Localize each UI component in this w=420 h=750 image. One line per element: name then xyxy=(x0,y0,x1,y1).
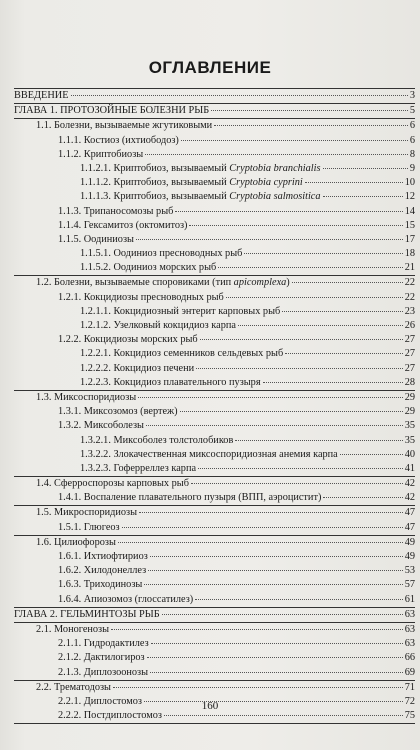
toc-entry-title: ГЛАВА 1. ПРОТОЗОЙНЫЕ БОЛЕЗНИ РЫБ xyxy=(14,105,210,117)
dot-leader xyxy=(323,196,403,197)
toc-entry xyxy=(14,190,415,204)
dot-leader xyxy=(71,95,408,96)
toc-entry-title: 1.1.1. Костиоз (ихтиободоз) xyxy=(58,134,179,146)
toc-entry-page: 27 xyxy=(404,362,415,374)
toc-entry xyxy=(14,219,415,233)
dot-leader xyxy=(191,483,403,484)
toc-entry xyxy=(14,233,415,247)
toc-entry-title: 2.1.3. Диплозоонозы xyxy=(58,666,149,678)
dot-leader xyxy=(218,267,402,268)
toc-entry-title: 1.2.2.1. Кокцидиоз семенников сельдевых рыб xyxy=(80,348,284,360)
toc-entry xyxy=(14,376,415,390)
toc-entry-title: 2.1.1. Гидродактилез xyxy=(58,638,149,650)
toc-entry xyxy=(14,578,415,592)
dot-leader xyxy=(180,411,403,412)
dot-leader xyxy=(305,182,403,183)
toc-entry xyxy=(14,505,415,520)
toc-entry-title: ВВЕДЕНИЕ xyxy=(14,90,69,101)
toc-entry-title: 1.2.2.3. Кокцидиоз плавательного пузыря xyxy=(80,376,261,388)
toc-entry-title: 1.6.3. Триходинозы xyxy=(58,579,143,591)
toc-entry-title: 1.1.1.2. Криптобиоз, вызываемый Cryptobia cyprini xyxy=(80,177,303,189)
dot-leader xyxy=(323,168,408,169)
dot-leader xyxy=(195,599,403,600)
toc-entry xyxy=(14,419,415,433)
dot-leader xyxy=(196,368,403,369)
toc-entry-title: 1.1.5.1. Оодиниоз пресноводных рыб xyxy=(80,248,243,260)
toc-entry-title: 1.2.2. Кокцидиозы морских рыб xyxy=(58,334,198,346)
toc-entry xyxy=(14,564,415,578)
dot-leader xyxy=(151,643,403,644)
toc-entry-title: 1.3. Миксоспоридиозы xyxy=(36,391,137,403)
toc-entry-title: 1.6.4. Апиозомоз (глоссатилез) xyxy=(58,593,194,605)
dot-leader xyxy=(145,154,408,155)
toc-entry xyxy=(14,390,415,405)
toc-entry-page: 10 xyxy=(404,177,415,189)
toc-entry-page: 40 xyxy=(404,448,415,460)
toc-entry-title: 1.1.2. Криптобиозы xyxy=(58,148,144,160)
toc-entry-title: 2.1. Моногенозы xyxy=(36,623,110,635)
toc-entry-title: 2.2. Трематодозы xyxy=(36,681,111,693)
toc-entry xyxy=(14,362,415,376)
toc-entry-title: 1.1.4. Гексамитоз (октомитоз) xyxy=(58,219,188,231)
toc-entry-page: 42 xyxy=(404,478,415,490)
dot-leader xyxy=(226,297,403,298)
dot-leader xyxy=(323,497,402,498)
toc-entry-page: 72 xyxy=(404,695,415,707)
toc-entry xyxy=(14,347,415,361)
toc-entry xyxy=(14,521,415,535)
toc-entry-page: 57 xyxy=(404,579,415,591)
table-of-contents xyxy=(14,89,415,724)
dot-leader xyxy=(111,629,403,630)
toc-entry-page: 17 xyxy=(404,233,415,245)
toc-entry-title: 1.2. Болезни, вызываемые споровиками (тип apicomplexa) xyxy=(36,277,290,289)
toc-entry-page: 75 xyxy=(404,710,415,722)
toc-entry-page: 29 xyxy=(404,406,415,418)
dot-leader xyxy=(181,140,408,141)
toc-entry-page: 71 xyxy=(404,681,415,693)
toc-entry-page: 63 xyxy=(404,638,415,650)
toc-entry-page: 5 xyxy=(409,105,415,117)
toc-entry-title: 1.5.1. Глюгеоз xyxy=(58,521,120,533)
toc-entry-title: ГЛАВА 2. ГЕЛЬМИНТОЗЫ РЫБ xyxy=(14,608,160,620)
toc-entry xyxy=(14,651,415,665)
dot-leader xyxy=(146,425,403,426)
dot-leader xyxy=(292,282,403,283)
dot-leader xyxy=(144,584,402,585)
dot-leader xyxy=(263,382,403,383)
dot-leader xyxy=(118,542,403,543)
dot-leader xyxy=(148,570,403,571)
toc-entry-page: 15 xyxy=(404,219,415,231)
toc-entry xyxy=(14,275,415,290)
toc-entry-title: 1.1.5. Оодиниозы xyxy=(58,233,134,245)
toc-entry-page: 23 xyxy=(404,305,415,317)
toc-entry-page: 27 xyxy=(404,334,415,346)
dot-leader xyxy=(211,110,408,111)
dot-leader xyxy=(113,687,403,688)
toc-entry xyxy=(14,319,415,333)
toc-entry-page: 14 xyxy=(404,205,415,217)
toc-entry xyxy=(14,162,415,176)
toc-entry xyxy=(14,550,415,564)
dot-leader xyxy=(238,325,403,326)
toc-entry-title: 2.2.1. Диплостомоз xyxy=(58,695,142,707)
toc-entry-title: 1.6. Цилиофорозы xyxy=(36,536,116,548)
toc-entry-page: 66 xyxy=(404,652,415,664)
dot-leader xyxy=(244,253,402,254)
toc-entry-title: 1.1.3. Трипаносомозы рыб xyxy=(58,205,174,217)
dot-leader xyxy=(200,339,403,340)
toc-entry-title: 1.4.1. Воспаление плавательного пузыря (ВПП, аэроцистит) xyxy=(58,492,322,504)
dot-leader xyxy=(164,715,403,716)
toc-entry xyxy=(14,103,415,118)
toc-entry-page: 63 xyxy=(404,608,415,620)
toc-entry-page: 18 xyxy=(404,248,415,260)
toc-entry xyxy=(14,448,415,462)
toc-entry xyxy=(14,680,415,695)
dot-leader xyxy=(150,556,403,557)
toc-entry xyxy=(14,134,415,148)
toc-entry xyxy=(14,261,415,275)
toc-entry-title: 1.2.1. Кокцидиозы пресноводных рыб xyxy=(58,291,224,303)
toc-entry-page: 3 xyxy=(409,90,415,101)
toc-entry-page: 35 xyxy=(404,420,415,432)
toc-entry xyxy=(14,622,415,637)
toc-entry xyxy=(14,535,415,550)
dot-leader xyxy=(340,454,403,455)
toc-entry-title: 1.1. Болезни, вызываемые жгутиковыми xyxy=(36,120,213,132)
dot-leader xyxy=(139,512,403,513)
toc-entry-page: 22 xyxy=(404,277,415,289)
toc-entry-page: 26 xyxy=(404,320,415,331)
toc-entry-title: 2.1.2. Дактилогироз xyxy=(58,652,145,664)
toc-entry-title: 1.1.2.1. Криптобиоз, вызываемый Cryptobia branchialis xyxy=(80,162,321,174)
toc-entry xyxy=(14,637,415,651)
toc-entry-page: 12 xyxy=(404,191,415,203)
toc-entry xyxy=(14,434,415,448)
toc-entry-page: 22 xyxy=(404,291,415,303)
toc-entry xyxy=(14,148,415,162)
toc-entry-title: 1.2.1.1. Кокцидиозный энтерит карповых рыб xyxy=(80,305,281,317)
dot-leader xyxy=(198,468,403,469)
dot-leader xyxy=(282,311,402,312)
toc-entry xyxy=(14,666,415,680)
toc-entry-page: 47 xyxy=(404,507,415,519)
toc-entry-title: 1.3.2. Миксоболезы xyxy=(58,420,144,432)
toc-entry-page: 8 xyxy=(409,148,415,160)
toc-entry xyxy=(14,462,415,476)
dot-leader xyxy=(235,440,402,441)
toc-entry-title: 1.4. Сферроспорозы карповых рыб xyxy=(36,478,189,490)
toc-entry-title: 1.2.2.2. Кокцидиоз печени xyxy=(80,362,195,374)
toc-entry-title: 1.1.5.2. Оодиниоз морских рыб xyxy=(80,262,217,274)
toc-entry-page: 6 xyxy=(409,134,415,146)
toc-entry xyxy=(14,593,415,607)
toc-entry-page: 69 xyxy=(404,666,415,678)
toc-entry-title: 1.3.1. Миксозомоз (вертеж) xyxy=(58,406,178,418)
toc-entry xyxy=(14,607,415,622)
toc-entry xyxy=(14,405,415,419)
toc-entry-page: 28 xyxy=(404,376,415,388)
toc-entry xyxy=(14,291,415,305)
dot-leader xyxy=(285,353,403,354)
toc-entry xyxy=(14,247,415,261)
toc-entry-page: 29 xyxy=(404,391,415,403)
toc-entry-page: 27 xyxy=(404,348,415,360)
toc-entry-title: 1.3.2.1. Миксоболез толстолобиков xyxy=(80,434,234,446)
toc-entry-page: 53 xyxy=(404,565,415,577)
toc-entry-page: 9 xyxy=(409,162,415,174)
toc-entry-page: 42 xyxy=(404,492,415,504)
page-number: 160 xyxy=(201,700,219,712)
toc-entry xyxy=(14,305,415,319)
toc-entry xyxy=(14,476,415,491)
dot-leader xyxy=(136,239,403,240)
toc-entry-page: 49 xyxy=(404,536,415,548)
toc-entry-page: 47 xyxy=(404,521,415,533)
toc-entry-page: 21 xyxy=(404,262,415,274)
toc-entry xyxy=(14,333,415,347)
toc-entry xyxy=(14,491,415,505)
toc-entry xyxy=(14,118,415,133)
dot-leader xyxy=(175,211,402,212)
toc-entry-page: 61 xyxy=(404,593,415,605)
toc-entry-title: 1.6.2. Хилодонеллез xyxy=(58,565,147,577)
dot-leader xyxy=(147,657,403,658)
toc-entry-page: 41 xyxy=(404,462,415,474)
toc-entry xyxy=(14,89,415,103)
dot-leader xyxy=(162,614,403,615)
dot-leader xyxy=(122,527,403,528)
toc-entry-title: 1.2.1.2. Узелковый кокцидиоз карпа xyxy=(80,320,236,331)
toc-entry xyxy=(14,205,415,219)
toc-entry-title: 1.3.2.2. Злокачественная миксоспоридиозная анемия карпа xyxy=(80,448,338,460)
toc-entry-title: 1.6.1. Ихтиофтириоз xyxy=(58,551,148,562)
toc-entry-title: 1.3.2.3. Гоферреллез карпа xyxy=(80,462,197,474)
dot-leader xyxy=(138,397,403,398)
toc-entry-page: 6 xyxy=(409,120,415,132)
toc-entry-page: 63 xyxy=(404,623,415,635)
toc-entry-title: 1.5. Микроспоридиозы xyxy=(36,507,138,519)
toc-entry-page: 49 xyxy=(404,551,415,562)
toc-entry-title: 1.1.1.3. Криптобиоз, вызываемый Cryptobia salmositica xyxy=(80,191,321,203)
toc-entry-title: 2.2.2. Постдиплостомоз xyxy=(58,710,162,722)
toc-entry-page: 35 xyxy=(404,434,415,446)
dot-leader xyxy=(150,672,403,673)
page-title: ОГЛАВЛЕНИЕ xyxy=(148,58,272,77)
dot-leader xyxy=(214,125,408,126)
dot-leader xyxy=(189,225,402,226)
toc-entry xyxy=(14,176,415,190)
